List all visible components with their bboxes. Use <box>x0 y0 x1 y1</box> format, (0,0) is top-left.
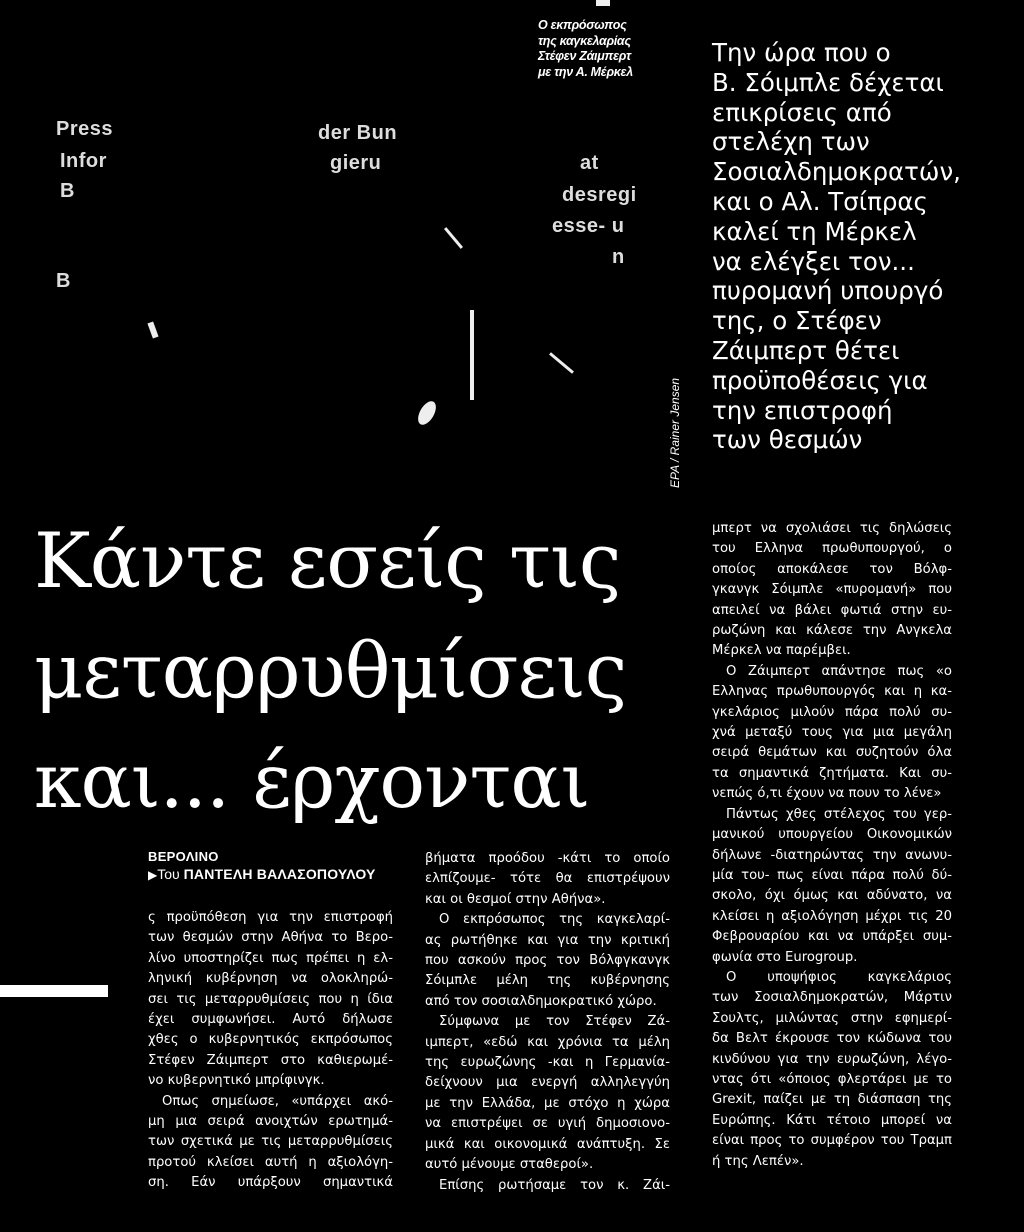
photo-highlight <box>549 352 574 374</box>
column-line: νο κυβερνητικό μπρίφινγκ. <box>148 1073 325 1089</box>
column-line: σει τις μεταρρυθμίσεις που η ίδια <box>148 991 393 1007</box>
column-line: Grexit, παίζει με τη διάσπαση της <box>712 1092 952 1108</box>
column-line: που ασκούν προς τον Βόλφγκανγκ <box>425 953 670 969</box>
subtitle-line: προϋποθέσεις για <box>712 365 928 395</box>
column-line: Σόιμπλε μέλη της κυβέρνησης <box>425 973 670 989</box>
subtitle-line: Σοσιαλδημοκρατών, <box>712 157 961 187</box>
column-line: των Σοσιαλδημοκρατών, Μάρτιν <box>712 990 952 1006</box>
column-line: Πάντως χθες στέλεχος του γερ- <box>726 806 952 822</box>
column-line: είναι προς το συμφέρον του Τραμπ <box>712 1133 952 1149</box>
caption-line: της καγκελαρίας <box>538 33 631 48</box>
column-line: Ο υποψήφιος καγκελάριος <box>726 969 952 985</box>
caption-line: με την Α. Μέρκελ <box>538 64 633 79</box>
column-line: του Ελληνα πρωθυπουργού, ο <box>712 541 952 557</box>
photo-sign-text: Press <box>56 118 113 140</box>
headline-line: μεταρρυθμίσεις <box>34 626 627 715</box>
column-line: ελπίζουμε- τότε θα επιστρέψουν <box>425 871 670 887</box>
byline-author: ΠΑΝΤΕΛΗ ΒΑΛΑΣΟΠΟΥΛΟΥ <box>183 866 376 882</box>
section-rule <box>0 985 108 997</box>
column-line: Ελληνας πρωθυπουργός και η κα- <box>712 684 952 700</box>
column-line: μικά και οικονομικά ανάπτυξη. Σε <box>425 1136 670 1152</box>
subtitle-line: επικρίσεις από <box>712 97 892 127</box>
photo-sign-text: der Bun <box>318 122 398 144</box>
subtitle-line: της, ο Στέφεν <box>712 306 882 336</box>
column-line: ση. Εάν υπάρξουν σημαντικά <box>148 1175 393 1191</box>
subtitle-line: την επιστροφή <box>712 395 893 425</box>
subtitle-line: στελέχη των <box>712 127 870 157</box>
column-line: των σχετικά με τις μεταρρυθμίσεις <box>148 1134 393 1150</box>
byline-prefix: Του <box>157 866 180 882</box>
column-line: της ευρωζώνης -και η Γερμανία- <box>425 1055 670 1071</box>
subtitle-line: να ελέγξει τον... <box>712 246 915 276</box>
column-line: Επίσης ρωτήσαμε τον κ. Ζάι- <box>439 1177 670 1193</box>
column-line: νεπώς ό,τι έχουν να πουν το λένε» <box>712 786 942 802</box>
column-line: μία του- πως είναι πάρα πολύ δύ- <box>712 867 952 883</box>
column-line: τα σημαντικά ζητήματα. Και συ- <box>712 765 952 781</box>
column-line: Ευρώπης. Κάτι τέτοιο μπορεί να <box>712 1112 952 1128</box>
column-line: ρωζώνη και κάλεσε την Ανγκελα <box>712 623 952 639</box>
body-column-3 <box>712 519 952 1172</box>
column-line: ιμπερτ, «εδώ και χρόνια τα μέλη <box>425 1034 670 1050</box>
column-line: Μέρκελ να παρέμβει. <box>712 643 851 659</box>
column-line: οποίος αποκάλεσε τον Βόλφ- <box>712 561 952 577</box>
column-line: Σύμφωνα με τον Στέφεν Ζά- <box>439 1014 670 1030</box>
photo-caption <box>538 18 658 80</box>
column-line: των θεσμών στην Αθήνα το Βερο- <box>148 930 393 946</box>
photo-sign-text: desregi <box>562 184 637 206</box>
column-line: Φεβρουαρίου και να υπάρξει συμ- <box>712 929 952 945</box>
column-line: να επιστρέψει σε υγιή δημοσιονο- <box>425 1116 670 1132</box>
column-line: έχει συμφωνήσει. Αυτό δήλωσε <box>148 1012 393 1028</box>
caption-line: Στέφεν Ζάιμπερτ <box>538 49 631 63</box>
column-line: βήματα προόδου -κάτι το οποίο <box>425 851 670 866</box>
column-line: από τον σοσιαλδημοκρατικό χώρο. <box>425 993 657 1009</box>
column-line: ας ρωτήθηκε και για την κριτική <box>425 932 670 948</box>
column-line: γκανγκ Σόιμπλε «πυρομανή» που <box>712 582 952 598</box>
column-line: κινδύνου για την ευρωζώνη, λέγο- <box>712 1051 952 1067</box>
column-line: χθες ο κυβερνητικός εκπρόσωπος <box>148 1032 393 1048</box>
article-headline <box>34 506 694 836</box>
column-line: προτού κλείσει αυτή η αξιολόγη- <box>148 1154 393 1170</box>
subtitle-line: Ζάιμπερτ θέτει <box>712 335 900 365</box>
column-line: κλείσει η αξιολόγηση μέχρι τις 20 <box>712 908 952 924</box>
column-line: δήλωνε -διατηρώντας την ανωνυ- <box>712 847 952 863</box>
photo-sign-text: esse- u <box>552 215 625 237</box>
photo-sign-text: Infor <box>60 150 107 172</box>
column-line: λίνο υποστηρίζει πως πρέπει η ελ- <box>148 950 393 966</box>
byline-arrow-icon: ▶ <box>148 868 158 882</box>
caption-line: Ο εκπρόσωπος <box>538 18 627 32</box>
subtitle-line: καλεί τη Μέρκελ <box>712 216 917 246</box>
photo-highlight <box>414 398 439 428</box>
column-line: σειρά θεμάτων και συζητούν όλα <box>712 745 952 761</box>
article-subtitle <box>712 38 1012 455</box>
subtitle-line: Β. Σόιμπλε δέχεται <box>712 67 944 97</box>
photo-highlight <box>147 321 158 338</box>
column-line: γκελάριος μιλούν πάρα πολύ συ- <box>712 704 952 720</box>
column-line: μπερτ να σχολιάσει τις δηλώσεις <box>712 521 952 536</box>
photo-sign-text: B <box>56 270 71 292</box>
subtitle-line: και ο Αλ. Τσίπρας <box>712 186 928 216</box>
dateline: ΒΕΡΟΛΙΝΟ <box>148 849 219 864</box>
photo-highlight <box>470 310 474 400</box>
photo-sign-text: gieru <box>330 152 382 174</box>
photo-credit: EPA / Rainer Jensen <box>668 377 682 488</box>
photo-sign-text: n <box>612 246 625 268</box>
headline-line: Κάντε εσείς τις <box>34 516 621 605</box>
byline <box>148 866 376 882</box>
column-line: αυτό μένουμε σταθεροί». <box>425 1157 594 1173</box>
photo-sign-text: at <box>580 152 599 174</box>
column-line: ς προϋπόθεση για την επιστροφή <box>148 910 393 925</box>
column-line: ληνική κυβέρνηση να ολοκληρώ- <box>148 971 393 987</box>
column-line: Οπως σημείωσε, «υπάρχει ακό- <box>162 1093 393 1109</box>
column-line: Σουλτς, μιλώντας στην εφημερί- <box>712 1010 952 1026</box>
column-line: δείχνουν μια ενεργή αλληλεγγύη <box>425 1075 670 1091</box>
column-line: φωνία στο Eurogroup. <box>712 949 858 965</box>
column-line: ή της Λεπέν». <box>712 1153 804 1169</box>
column-line: Ο Ζάιμπερτ απάντησε πως «ο <box>726 663 952 679</box>
column-line: ντας ότι «όποιος φλερτάρει με το <box>712 1071 952 1087</box>
column-line: και οι θεσμοί στην Αθήνα». <box>425 891 606 907</box>
column-line: σκολο, όχι όμως και αδύνατο, να <box>712 888 952 904</box>
subtitle-line: Την ώρα που ο <box>712 38 891 67</box>
column-line: δα Βελτ έκρουσε τον κώδωνα του <box>712 1031 952 1047</box>
photo-highlight <box>444 227 463 249</box>
body-column-2 <box>425 849 670 1196</box>
column-line: χνά μεταξύ τους για μια μεγάλη <box>712 725 952 741</box>
photo-highlight <box>596 0 610 6</box>
column-line: μανικού υπουργείου Οικονομικών <box>712 827 952 843</box>
column-line: με την Ελλάδα, με στόχο η χώρα <box>425 1095 670 1111</box>
column-line: απειλεί να βάλει φωτιά στην ευ- <box>712 602 952 618</box>
subtitle-line: πυρομανή υπουργό <box>712 276 944 306</box>
photo-sign-text: B <box>60 180 75 202</box>
subtitle-line: των θεσμών <box>712 425 863 455</box>
body-column-1 <box>148 908 393 1194</box>
column-line: μη μια σειρά ανοιχτών ερωτημά- <box>148 1114 393 1130</box>
headline-line: και... έρχονται <box>34 736 590 825</box>
column-line: Ο εκπρόσωπος της καγκελαρί- <box>439 912 670 928</box>
column-line: Στέφεν Ζάιμπερτ στο καθιερωμέ- <box>148 1052 393 1068</box>
